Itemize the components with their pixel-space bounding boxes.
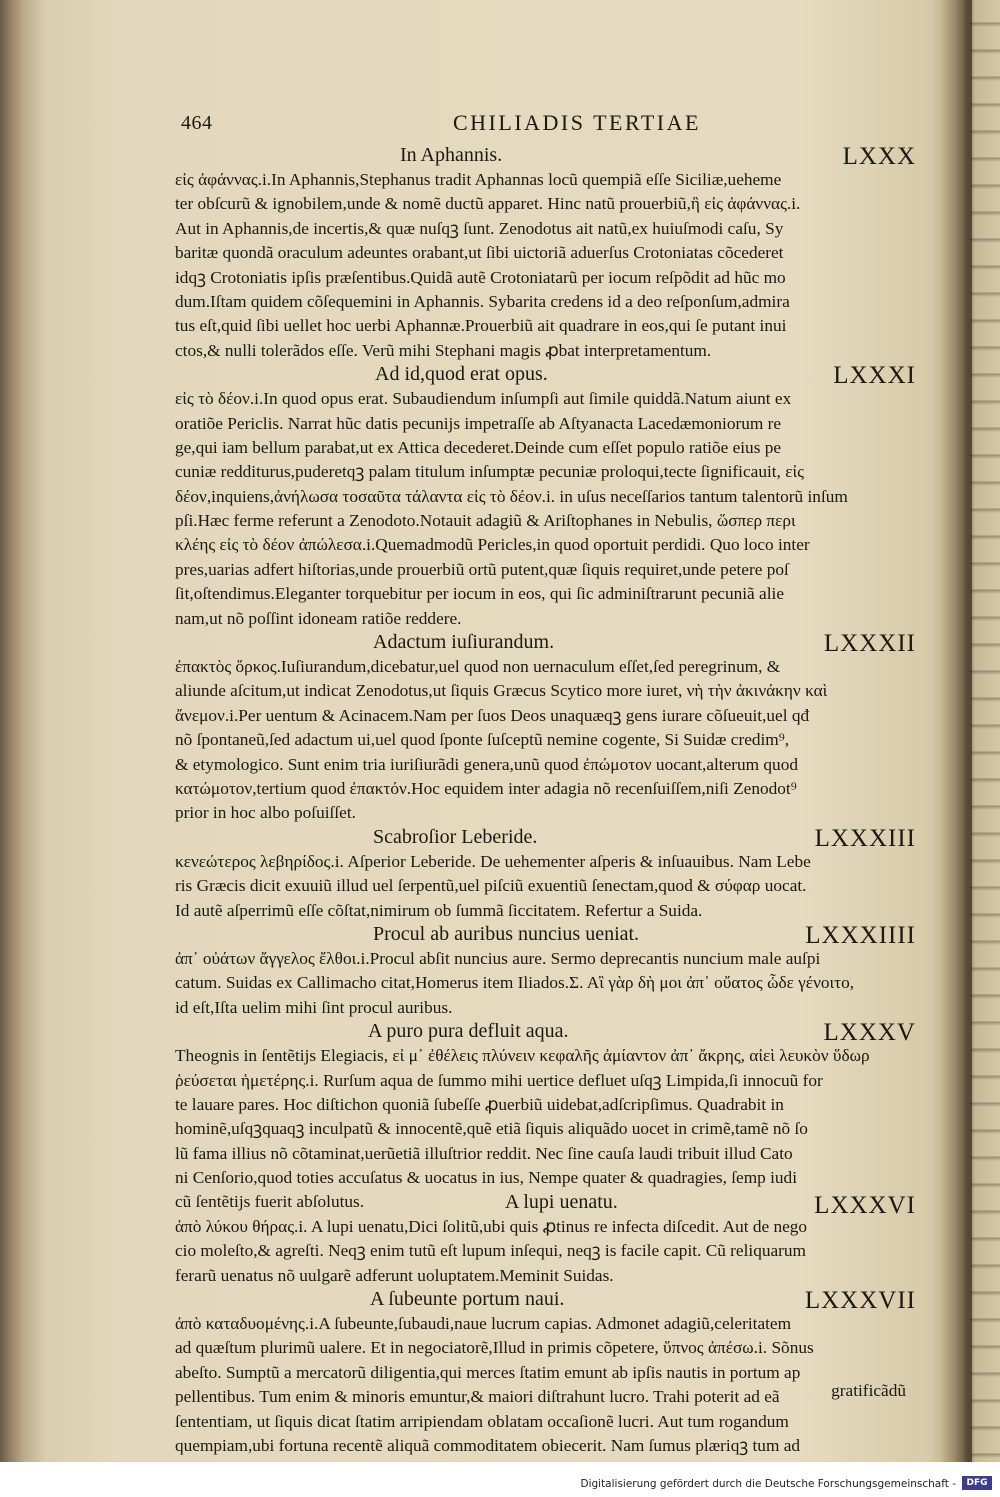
- adage-entry: [175, 144, 920, 363]
- text-line: cuniæ redditurus,puderetqꝫ palam titulum inſumptæ pecuniæ proloqui,tecte ſignificauit, εἰς: [175, 462, 804, 482]
- funding-credit: Digitalisierung gefördert durch die Deutsche Forschungsgemeinschaft -: [580, 1478, 956, 1490]
- text-line: lũ fama illius nõ cõtaminat,uerũetiã illuſtrior reddit. Nec ſine cauſa laudi tribuit illud Cato: [175, 1143, 793, 1163]
- entry-heading-row: [175, 144, 920, 168]
- text-line: ἐπακτὸς ὅρκος.Iuſiurandum,dicebatur,uel quod non uernaculum eſſet,ſed peregrinum, &: [175, 657, 781, 677]
- text-line-content: cũ ſentẽtijs fuerit abſolutus.: [175, 1192, 365, 1212]
- adage-entry: [175, 826, 920, 923]
- entry-heading: Procul ab auribus nuncius ueniat.: [373, 922, 640, 945]
- text-line: cio moleſto,& agreſti. Neqꝫ enim tutũ eſt lupum inſequi, neqꝫ is facile capit. Cũ reliquarum: [175, 1241, 806, 1261]
- entry-numeral: LXXXVII: [804, 1287, 916, 1315]
- text-line: ῥεύσεται ἡμετέρης.i. Rurſum aqua de ſummo mihi uertice defluet uſqꝫ Limpida,ſi innocuũ for: [175, 1070, 823, 1090]
- folio-number: 464: [181, 112, 213, 134]
- entry-numeral: LXXXIII: [814, 824, 916, 852]
- text-line: ἀπὸ καταδυομένης.i.A ſubeunte,ſubaudi,naue lucrum capias. Admonet adagiũ,celeritatem: [175, 1314, 792, 1334]
- text-line: nõ ſpontaneũ,ſed adactum ui,uel quod ſponte ſuſceptũ nemine cogente, Si Suidæ credim⁹,: [175, 730, 790, 750]
- text-line: εἰς ἀφάννας.i.In Aphannis,Stephanus tradit Aphannas locũ quempiã eſſe Siciliæ,ueheme: [175, 170, 782, 189]
- text-line: ἀπ᾽ οὐάτων ἄγγελος ἔλθοι.i.Procul abſit nuncius aure. Sermo deprecantis nuncium male auſpi: [175, 948, 821, 968]
- text-line: κλέης εἰς τὸ δέον ἀπώλεσα.i.Quemadmodũ Pericles,in quod oportuit perdidi. Quo loco inter: [175, 535, 810, 555]
- text-line: aliunde aſcitum,ut indicat Zenodotus,ut ſiquis Græcus Scytico more iuret, νὴ τὴν ἀκινάκην καὶ: [175, 681, 828, 701]
- adage-entry: [175, 923, 920, 1020]
- entry-heading-row: [175, 1019, 920, 1047]
- text-line: ἀπὸ λύκου θήρας.i. A lupi uenatu,Dici ſolitũ,ubi quis ꝓtinus re infecta diſcedit. Aut de nego: [175, 1216, 808, 1236]
- book-page: [175, 108, 920, 1455]
- adage-entry: [175, 1288, 920, 1458]
- entry-heading-row: [175, 362, 920, 390]
- text-line: & etymologico. Sunt enim tria iuriſiurãdi genera,unũ quod ἐπώμοτον uocant,alterum quod: [175, 754, 798, 774]
- text-line: prior in hoc albo poſuiſſet.: [175, 803, 356, 823]
- entry-numeral: LXXXIIII: [805, 921, 916, 949]
- text-line: [175, 1190, 920, 1220]
- text-line: ctos,& nulli tolerãdos eſſe. Verũ mihi Stephani magis ꝓbat interpretamentum.: [175, 340, 712, 360]
- entry-heading: Scabroſior Leberide.: [373, 825, 538, 848]
- adage-entry: [175, 1019, 920, 1220]
- text-line: catum. Suidas ex Callimacho citat,Homerus item Iliados.Σ. Αἲ γὰρ δὴ μοι ἀπ᾽ οὔατος ὧδε γένοιτο,: [175, 973, 855, 993]
- entry-numeral: LXXXVI: [814, 1192, 916, 1220]
- text-line: κατώμοτον,tertium quod ἐπακτόν.Hoc equidem inter adagia nõ recenſuiſſem,niſi Zenodot⁹: [175, 778, 797, 798]
- text-line: ris Græcis dicit exuuiũ illud uel ſerpentũ,uel piſciũ exuentiũ ſenectam,quod & σύφαρ uocat.: [175, 876, 807, 896]
- catchword: gratificãdũ: [831, 1381, 906, 1400]
- text-line: dum.Iſtam quidem cõſequemini in Aphannis. Sybarita credens id a deo reſponſum,admira: [175, 291, 790, 311]
- entry-heading-row: [175, 630, 920, 658]
- text-line: pſi.Hæc ferme referunt a Zenodoto.Notauit adagiũ & Ariſtophanes in Nebulis, ὥσπερ περι: [175, 511, 796, 531]
- text-line: Theognis in ſentẽtijs Elegiacis, εἰ μ᾽ ἐθέλεις πλύνειν κεφαλῆς ἀμίαντον ἀπ᾽ ἄκρης, αἰεὶ λευκὸν ὕδωρ: [175, 1046, 870, 1066]
- text-line: δέον,inquiens,ἀνήλωσα τοσαῦτα τάλαντα εἰς τὸ δέον.i. in uſus neceſſarios tantum talentorũ inſum: [175, 486, 848, 506]
- text-line: ἄνεμον.i.Per uentum & Acinacem.Nam per ſuos Deos unaquæqꝫ gens iurare cõſueuit,uel qđ: [175, 705, 810, 725]
- text-line: pellentibus. Tum enim & minoris emuntur,& maiori diſtrahunt lucro. Trahi poterit ad eã: [175, 1387, 780, 1407]
- text-line: ferarũ uenatus nõ uulgarẽ adferunt uoluptatem.Meminit Suidas.: [175, 1265, 614, 1285]
- entry-heading: In Aphannis.: [400, 144, 503, 166]
- entry-numeral: LXXXV: [823, 1019, 916, 1047]
- text-line: ad quæſtum plurimũ ualere. Et in negociatorẽ,Illud in primis cõpetere, ὕπνος ἀπέσω.i. Sõnus: [175, 1338, 814, 1358]
- entry-heading: Adactum iuſiurandum.: [373, 631, 555, 654]
- entry-heading-row: [175, 826, 920, 850]
- text-line: te lauare pares. Hoc diſtichon quoniã ſubeſſe ꝓuerbiũ uidebat,adſcripſimus. Quadrabit in: [175, 1094, 784, 1114]
- entry-heading: Ad id,quod erat opus.: [375, 363, 548, 386]
- gutter-shadow: [940, 0, 972, 1462]
- text-line: nam,ut nõ poſſint idoneam ratiõe reddere.: [175, 608, 462, 628]
- text-line: Aut in Aphannis,de incertis,& quæ nuſqꝫ ſunt. Zenodotus ait natũ,ex huiuſmodi caſu, Sy: [175, 218, 784, 238]
- text-line: quempiam,ubi fortuna recentẽ aliquã commoditatem obiecerit. Nam ſumus plæriqꝫ tum ad: [175, 1435, 801, 1455]
- body-text: [175, 144, 920, 1458]
- text-line: tus eſt,quid ſibi uellet hoc uerbi Aphannæ.Prouerbiũ ait quadrare in eos,qui ſe putant inui: [175, 316, 787, 336]
- text-line: ni Cenſorio,quod toties accuſatus & uocatus in ius, Nempe quater & quadragies, ſemp iudi: [175, 1168, 797, 1188]
- text-line: abeſto. Sumptũ a mercatorũ diligentia,qui merces ſtatim emunt ab ipſis nautis in portum ap: [175, 1362, 801, 1382]
- text-line: εἰς τὸ δέον.i.In quod opus erat. Subaudiendum inſumpſi aut ſimile quiddã.Natum aiunt ex: [175, 389, 792, 409]
- text-line: id eſt,Iſta uelim mihi ſint procul auribus.: [175, 997, 453, 1017]
- entry-numeral: LXXX: [842, 143, 916, 170]
- facing-page-edge: [970, 0, 1000, 1462]
- text-line: ge,qui iam bellum parabat,ut ex Attica decederet.Deinde cum eſſet populo ratiõe eius pe: [175, 437, 782, 457]
- text-line: oratiõe Periclis. Narrat hũc datis pecunijs impetraſſe ab Aſtyanacta Lacedæmoniorum re: [175, 413, 782, 433]
- entry-numeral: LXXXI: [833, 362, 916, 390]
- text-line: Id autẽ aſperrimũ eſſe cõſtat,nimirum ob ſummã ſiccitatem. Refertur a Suida.: [175, 900, 703, 920]
- text-line: ter obſcurũ & ignobilem,unde & nomẽ ductũ apparet. Hinc natũ prouerbiũ,ἢ εἰς ἀφάννας.i.: [175, 194, 801, 214]
- adage-entry: [175, 363, 920, 631]
- text-line: ſententiam, ut ſiquis dicat ſtatim arripiendam oblatam occaſionẽ lucri. Aut tum rogandum: [175, 1411, 789, 1431]
- running-head: CHILIADIS TERTIAE: [453, 110, 701, 135]
- text-line: ſit,oſtendimus.Eleganter torquebitur per iocum in eos, qui ſic adminiſtrarunt pecuniã alie: [175, 584, 784, 604]
- entry-numeral: LXXXII: [823, 630, 916, 658]
- entry-heading: A puro pura defluit aqua.: [368, 1020, 569, 1043]
- entry-heading: A ſubeunte portum naui.: [370, 1288, 565, 1311]
- entry-heading-row: [175, 923, 920, 947]
- adage-entry: [175, 1215, 920, 1288]
- text-line: κενεώτερος λεβηρίδος.i. Aſperior Leberide. De uehementer aſperis & inſuauibus. Nam Lebe: [175, 851, 811, 871]
- text-line: baritæ quondã oraculum adeuntes orabant,ut ſibi uictoriã aduerſus Crotoniatas cõcederet: [175, 243, 784, 263]
- entry-heading: A lupi uenatu.: [505, 1191, 618, 1214]
- dfg-logo: DFG: [962, 1476, 992, 1490]
- entry-heading-row: [175, 1287, 920, 1315]
- footer-bar: [0, 1462, 1000, 1497]
- text-line: pres,uarias adfert hiſtorias,unde prouerbiũ ortũ putent,quæ ſiquis requiret,unde petere poſ: [175, 559, 789, 579]
- text-line: hominẽ,uſqꝫquaqꝫ inculpatũ & innocentẽ,quẽ etiã ſiquis aliquãdo uocet in crimẽ,tamẽ nõ ſo: [175, 1119, 808, 1139]
- adage-entry: [175, 631, 920, 826]
- text-line: idqꝫ Crotoniatis ipſis præſentibus.Quidã autẽ Crotoniatarũ per iocum reſpõdit ad hũc mo: [175, 267, 786, 287]
